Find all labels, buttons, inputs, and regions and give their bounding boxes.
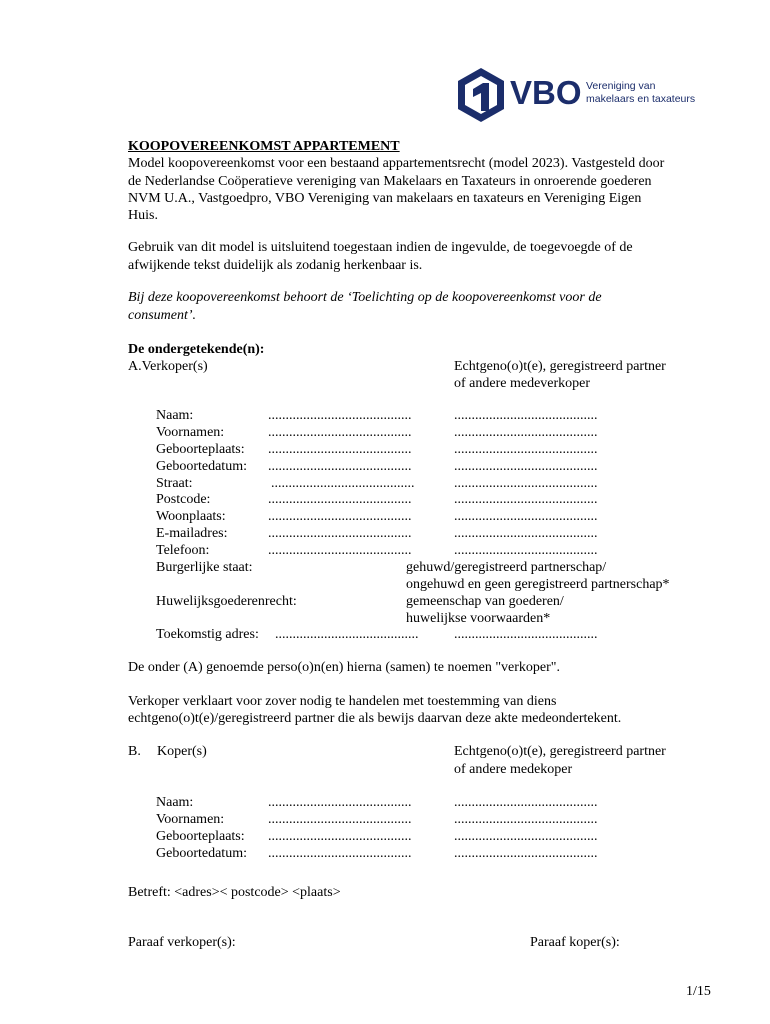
logo-wordmark: VBO: [510, 74, 582, 111]
paraaf-koper: Paraaf koper(s):: [530, 935, 620, 950]
fill-in-line[interactable]: .........................................: [268, 492, 412, 507]
page-number: 1/15: [686, 984, 711, 999]
field-label-woonplaats: Woonplaats:: [156, 509, 226, 524]
toelichting-line: Bij deze koopovereenkomst behoort de ‘Toelichting op de koopovereenkomst voor de: [128, 290, 602, 305]
usage-line: afwijkende tekst duidelijk als zodanig herkenbaar is.: [128, 258, 423, 273]
consent-line: Verkoper verklaart voor zover nodig te handelen met toestemming van diens: [128, 694, 557, 709]
fill-in-line[interactable]: .........................................: [268, 442, 412, 457]
burgerlijke-staat-option: gehuwd/geregistreerd partnerschap/: [406, 560, 607, 575]
field-label-voornamen: Voornamen:: [156, 425, 225, 440]
partner-heading: of andere medeverkoper: [454, 376, 591, 391]
verkoper-definition: De onder (A) genoemde perso(o)n(en) hierna (samen) te noemen "verkoper".: [128, 660, 561, 675]
fill-in-line[interactable]: .........................................: [268, 846, 412, 861]
fill-in-line[interactable]: .........................................: [268, 425, 412, 440]
field-label-naam: Naam:: [156, 795, 194, 810]
fill-in-line[interactable]: .........................................: [271, 476, 415, 491]
field-label-voornamen: Voornamen:: [156, 812, 225, 827]
partner-heading: Echtgeno(o)t(e), geregistreerd partner: [454, 744, 666, 759]
toelichting-line: consument’.: [128, 308, 197, 323]
burgerlijke-staat-label: Burgerlijke staat:: [156, 560, 253, 575]
verkoper-label: A.Verkoper(s): [128, 359, 208, 374]
fill-in-line[interactable]: .........................................: [454, 509, 598, 524]
logo-subtitle: Vereniging van makelaars en taxateurs: [586, 80, 696, 105]
fill-in-line[interactable]: .........................................: [268, 509, 412, 524]
field-label-geboorteplaats: Geboorteplaats:: [156, 442, 245, 457]
vbo-house-icon: [456, 67, 506, 123]
usage-line: Gebruik van dit model is uitsluitend toegestaan indien de ingevulde, de toegevoegde of de: [128, 240, 633, 255]
ondergetekenden-heading: De ondergetekende(n):: [128, 342, 265, 357]
huwelijksgoederenrecht-option: huwelijkse voorwaarden*: [406, 611, 551, 626]
field-label-geboorteplaats: Geboorteplaats:: [156, 829, 245, 844]
fill-in-line[interactable]: .........................................: [454, 812, 598, 827]
partner-heading: Echtgeno(o)t(e), geregistreerd partner: [454, 359, 666, 374]
field-label-email: E-mailadres:: [156, 526, 228, 541]
field-label-telefoon: Telefoon:: [156, 543, 210, 558]
intro-line: NVM U.A., Vastgoedpro, VBO Vereniging van makelaars en taxateurs en Vereniging Eigen: [128, 191, 642, 206]
paraaf-verkoper: Paraaf verkoper(s):: [128, 935, 236, 950]
fill-in-line[interactable]: .........................................: [454, 829, 598, 844]
fill-in-line[interactable]: .........................................: [454, 408, 598, 423]
field-label-straat: Straat:: [156, 476, 193, 491]
fill-in-line[interactable]: .........................................: [268, 829, 412, 844]
betreft-line: Betreft: <adres>< postcode> <plaats>: [128, 885, 341, 900]
toekomstig-adres-label: Toekomstig adres:: [156, 627, 259, 642]
field-label-postcode: Postcode:: [156, 492, 211, 507]
intro-line: Huis.: [128, 208, 158, 223]
fill-in-line[interactable]: .........................................: [275, 627, 419, 642]
intro-line: Model koopovereenkomst voor een bestaand appartementsrecht (model 2023). Vastgesteld door: [128, 156, 665, 171]
partner-heading: of andere medekoper: [454, 762, 573, 777]
huwelijksgoederenrecht-label: Huwelijksgoederenrecht:: [156, 594, 297, 609]
field-label-naam: Naam:: [156, 408, 194, 423]
huwelijksgoederenrecht-option: gemeenschap van goederen/: [406, 594, 564, 609]
fill-in-line[interactable]: .........................................: [454, 795, 598, 810]
fill-in-line[interactable]: .........................................: [454, 526, 598, 541]
consent-line: echtgeno(o)t(e)/geregistreerd partner die als bewijs daarvan deze akte medeondertekent.: [128, 711, 622, 726]
fill-in-line[interactable]: .........................................: [454, 459, 598, 474]
vbo-logo: [456, 67, 706, 123]
burgerlijke-staat-option: ongehuwd en geen geregistreerd partnerschap*: [406, 577, 670, 592]
field-label-geboortedatum: Geboortedatum:: [156, 459, 247, 474]
document-title: KOOPOVEREENKOMST APPARTEMENT: [128, 139, 400, 154]
intro-line: de Nederlandse Coöperatieve vereniging van Makelaars en Taxateurs in onroerende goederen: [128, 174, 652, 189]
koper-label: Koper(s): [157, 744, 207, 759]
fill-in-line[interactable]: .........................................: [454, 543, 598, 558]
fill-in-line[interactable]: .........................................: [268, 459, 412, 474]
fill-in-line[interactable]: .........................................: [268, 812, 412, 827]
fill-in-line[interactable]: .........................................: [268, 795, 412, 810]
section-b-letter: B.: [128, 744, 141, 759]
field-label-geboortedatum: Geboortedatum:: [156, 846, 247, 861]
fill-in-line[interactable]: .........................................: [454, 476, 598, 491]
fill-in-line[interactable]: .........................................: [454, 627, 598, 642]
fill-in-line[interactable]: .........................................: [454, 442, 598, 457]
fill-in-line[interactable]: .........................................: [268, 543, 412, 558]
fill-in-line[interactable]: .........................................: [268, 526, 412, 541]
fill-in-line[interactable]: .........................................: [454, 425, 598, 440]
fill-in-line[interactable]: .........................................: [454, 492, 598, 507]
fill-in-line[interactable]: .........................................: [268, 408, 412, 423]
fill-in-line[interactable]: .........................................: [454, 846, 598, 861]
